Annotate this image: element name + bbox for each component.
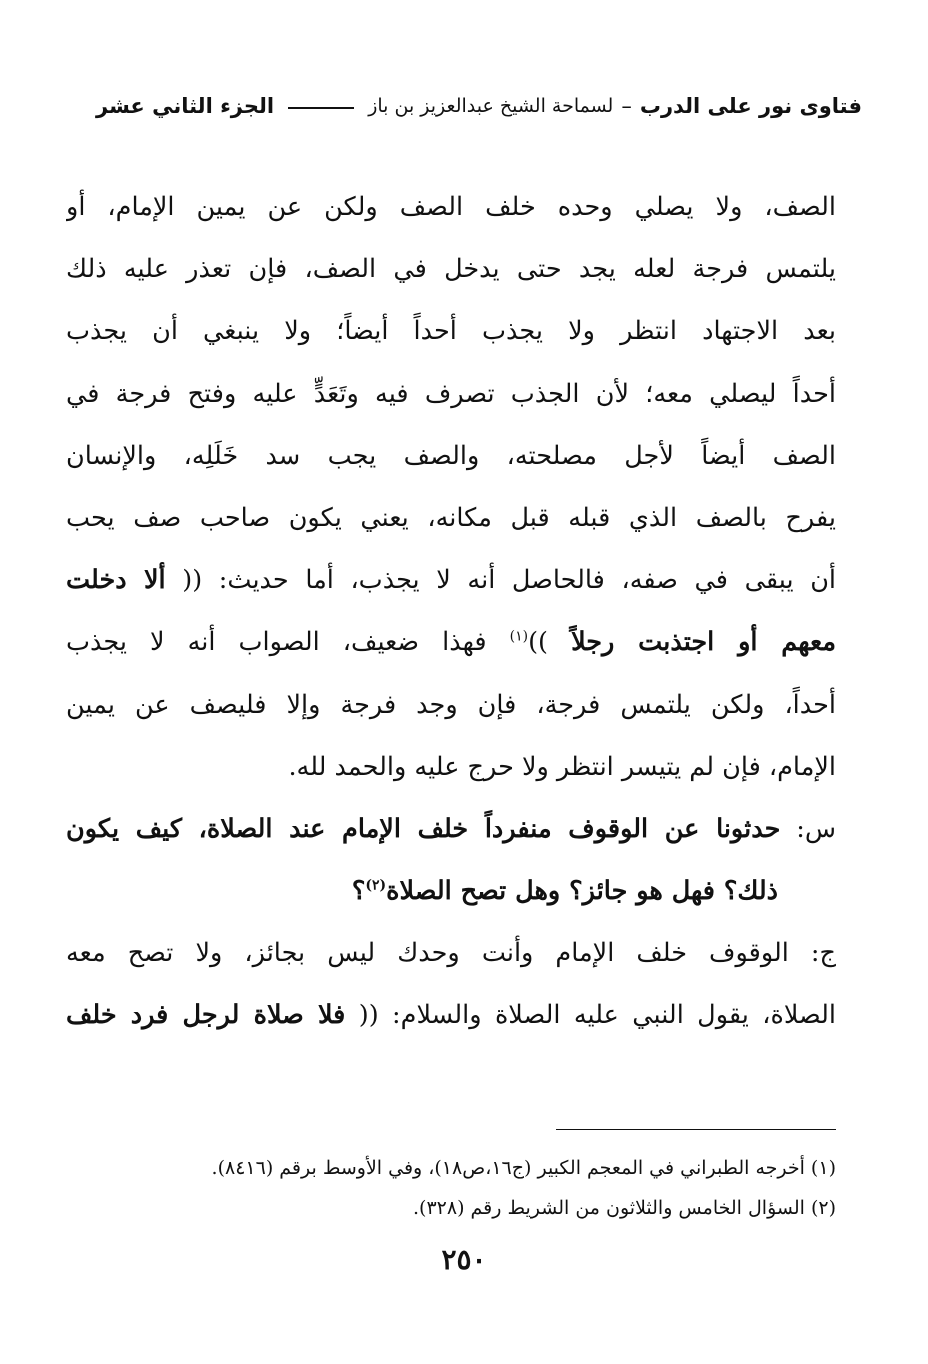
footnotes [66, 1148, 836, 1228]
header-separator: – [621, 94, 632, 118]
question-text: ذلك؟ فهل هو جائز؟ وهل تصح الصلاة [386, 876, 778, 907]
question-text: حدثونا عن الوقوف منفرداً خلف الإمام عند الصلاة، كيف يكون [66, 813, 781, 844]
text-line: أحداً، ولكن يلتمس فرجة، فإن وجد فرجة وإلا فليصف عن يمين [66, 689, 836, 720]
text-line: الإمام، فإن لم يتيسر انتظر ولا حرج عليه والحمد لله. [288, 751, 836, 782]
quote-close: )) [528, 627, 548, 658]
header-series-title: فتاوى نور على الدرب [639, 94, 862, 118]
text-line: الصف أيضاً لأجل مصلحته، والصف يجب سد خَلَلِه، والإنسان [66, 440, 836, 471]
text-line [66, 549, 836, 611]
text-line: يلتمس فرجة لعله يجد حتى يدخل في الصف، فإن تعذر عليه ذلك [66, 254, 836, 285]
text-line: بعد الاجتهاد انتظر ولا يجذب أحداً أيضاً؛ ولا ينبغي أن يجذب [66, 316, 836, 347]
answer-line [66, 984, 836, 1046]
text-line: الصف، ولا يصلي وحده خلف الصف ولكن عن يمين الإمام، أو [66, 192, 836, 222]
footnote-ref-1[interactable]: (١) [509, 628, 529, 645]
header-rule [288, 107, 354, 109]
footnote-ref-2[interactable]: (٢) [365, 877, 387, 894]
footnote-1: (١) أخرجه الطبراني في المعجم الكبير (ج١٦،ص١٨)، وفي الأوسط برقم (٨٤١٦). [211, 1157, 836, 1179]
question-line [66, 860, 836, 922]
main-text [66, 176, 836, 1047]
footnote-2: (٢) السؤال الخامس والثلاثون من الشريط رقم (٣٢٨). [413, 1197, 836, 1219]
header-author: لسماحة الشيخ عبدالعزيز بن باز [368, 95, 614, 117]
question-mark: ؟ [351, 876, 366, 907]
question-line [66, 798, 836, 860]
hadith-quote: معهم أو اجتذبت رجلاً [571, 627, 836, 658]
hadith-quote: فلا صلاة لرجل فرد خلف [66, 1000, 346, 1031]
text-line: أحداً ليصلي معه؛ لأن الجذب تصرف فيه وتَعَدٍّ عليه وفتح فرجة في [66, 378, 836, 409]
question-label: س: [796, 813, 836, 844]
text-segment: أن يبقى في صفه، فالحاصل أنه لا يجذب، أما حديث: (( [182, 565, 836, 596]
text-segment: الصلاة، يقول النبي عليه الصلاة والسلام: (( [358, 1000, 836, 1031]
running-header [96, 86, 862, 126]
page-number: ٢٥٠ [441, 1243, 487, 1276]
answer-line: ج: الوقوف خلف الإمام وأنت وحدك ليس بجائز، ولا تصح معه [66, 938, 836, 969]
text-line [66, 611, 836, 673]
footnote-separator [556, 1129, 836, 1130]
hadith-quote: ألا دخلت [66, 565, 166, 596]
text-line: يفرح بالصف الذي قبله قبل مكانه، يعني يكون صاحب صف يحب [66, 502, 836, 533]
text-segment: فهذا ضعيف، الصواب أنه لا يجذب [66, 627, 487, 658]
header-part-title: الجزء الثاني عشر [96, 94, 275, 118]
